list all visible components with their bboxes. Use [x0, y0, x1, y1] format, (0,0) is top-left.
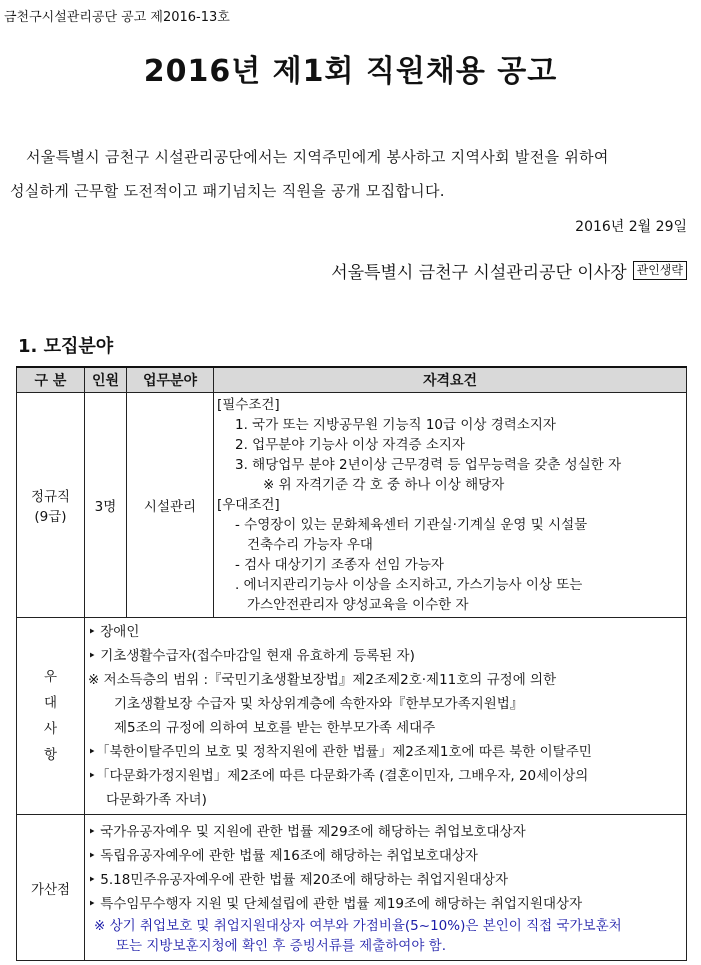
- table-row: [17, 618, 687, 815]
- intro-line: 서울특별시 금천구 시설관리공단에서는 지역주민에게 봉사하고 지역사회 발전을 위하여: [26, 148, 609, 166]
- qual-line: 건축수리 가능자 우대: [247, 537, 373, 553]
- qual-line: [우대조건]: [217, 497, 280, 513]
- qual-line: - 검사 대상기기 조종자 선임 가능자: [235, 557, 444, 573]
- intro-line: 성실하게 근무할 도전적이고 패기넘치는 직원을 공개 모집합니다.: [10, 182, 445, 200]
- bonus-note: ※ 상기 취업보호 및 취업지원대상자 여부와 가점비율(5~10%)은 본인이 직접 국가보훈처: [94, 917, 622, 934]
- header-count: 인원: [85, 367, 127, 393]
- field-cell: 시설관리: [127, 393, 214, 618]
- preference-label-char: 사: [43, 721, 58, 737]
- seal-omitted-box: 관인생략: [633, 261, 687, 280]
- bonus-line: ‣ 5.18민주유공자예우에 관한 법률 제20조에 해당하는 취업지원대상자: [88, 871, 509, 888]
- preference-cell: [85, 618, 687, 815]
- bonus-line: ‣ 특수임무수행자 지원 및 단체설립에 관한 법률 제19조에 해당하는 취업지원대상자: [88, 895, 583, 912]
- page-title: 2016년 제1회 직원채용 공고: [143, 54, 558, 89]
- preference-line: 제5조의 규정에 의하여 보호를 받는 한부모가족 세대주: [114, 720, 436, 736]
- table-header-row: [17, 367, 687, 393]
- preference-line: ‣ 장애인: [88, 624, 140, 640]
- bonus-label: 가산점: [17, 815, 85, 961]
- header-qualification: 자격요건: [214, 367, 687, 393]
- qual-line: ※ 위 자격기준 각 호 중 하나 이상 해당자: [263, 477, 505, 493]
- recruitment-table: [16, 366, 687, 961]
- preference-label-char: 우: [43, 669, 58, 685]
- count-cell: 3명: [85, 393, 127, 618]
- qual-line: 1. 국가 또는 지방공무원 기능직 10급 이상 경력소지자: [235, 417, 556, 433]
- table-row: [17, 815, 687, 961]
- preference-label-char: 항: [43, 747, 58, 763]
- preference-line: 기초생활보장 수급자 및 차상위계층에 속한자와『한부모가족지원법』: [114, 696, 524, 712]
- preference-line: ※ 저소득층의 범위 :『국민기초생활보장법』제2조제2호·제11호의 규정에 의한: [88, 672, 557, 688]
- category-cell: [17, 393, 85, 618]
- preference-line: 다문화가족 자녀): [106, 792, 207, 808]
- category-grade: (9급): [34, 509, 67, 525]
- bonus-cell: [85, 815, 687, 961]
- intro-paragraph: [10, 140, 689, 208]
- notice-date: 2016년 2월 29일: [575, 219, 687, 235]
- qual-line: - 수영장이 있는 문화체육센터 기관실·기계실 운영 및 시설물: [235, 517, 588, 533]
- header-field: 업무분야: [127, 367, 214, 393]
- qual-line: 3. 해당업무 분야 2년이상 근무경력 등 업무능력을 갖춘 성실한 자: [235, 457, 622, 473]
- qual-line: . 에너지관리기능사 이상을 소지하고, 가스기능사 이상 또는: [235, 577, 583, 593]
- qualification-cell: [214, 393, 687, 618]
- bonus-line: ‣ 독립유공자예우에 관한 법률 제16조에 해당하는 취업보호대상자: [88, 847, 478, 864]
- preference-line: ‣ 기초생활수급자(접수마감일 현재 유효하게 등록된 자): [88, 648, 415, 664]
- section-heading: 1. 모집분야: [18, 336, 114, 357]
- preference-label-char: 대: [43, 695, 58, 711]
- bonus-note: 또는 지방보훈지청에 확인 후 증빙서류를 제출하여야 함.: [116, 937, 446, 954]
- qual-line: 가스안전관리자 양성교육을 이수한 자: [247, 597, 469, 613]
- category-text: 정규직: [30, 489, 71, 505]
- signer-block: [331, 258, 687, 283]
- header-category: 구 분: [17, 367, 85, 393]
- notice-number: 금천구시설관리공단 공고 제2016-13호: [4, 10, 230, 25]
- qual-line: 2. 업무분야 기능사 이상 자격증 소지자: [235, 437, 465, 453]
- preference-line: ‣「북한이탈주민의 보호 및 정착지원에 관한 법률」제2조제1호에 따른 북한 이탈주민: [88, 744, 592, 760]
- table-row: [17, 393, 687, 618]
- preference-label: [17, 618, 85, 815]
- bonus-line: ‣ 국가유공자예우 및 지원에 관한 법률 제29조에 해당하는 취업보호대상자: [88, 823, 526, 840]
- signer-name: 서울특별시 금천구 시설관리공단 이사장: [331, 263, 627, 283]
- qual-line: [필수조건]: [217, 397, 280, 413]
- preference-line: ‣「다문화가정지원법」제2조에 따른 다문화가족 (결혼이민자, 그배우자, 20세이상의: [88, 768, 589, 784]
